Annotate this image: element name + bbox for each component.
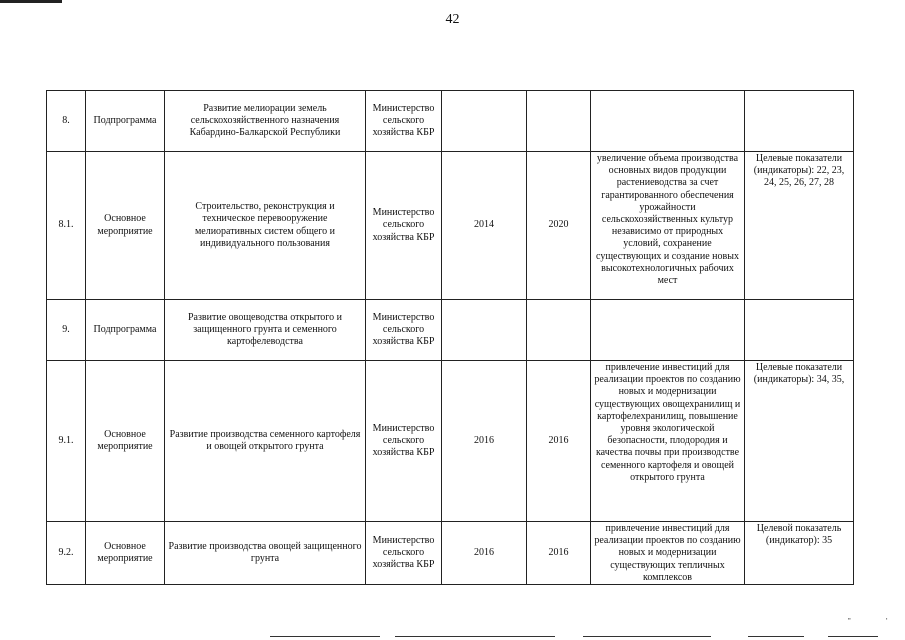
row-result — [591, 91, 745, 152]
row-end-year — [527, 300, 591, 361]
row-start-year: 2016 — [442, 522, 527, 585]
row-indicators — [745, 91, 854, 152]
footer-rule — [748, 636, 804, 637]
row-number: 9.2. — [47, 522, 86, 585]
row-result: привлечение инвестиций для реализации проектов по созданию новых и модернизации существующих тепличных комплексов — [591, 522, 745, 585]
row-end-year: 2016 — [527, 361, 591, 522]
row-number: 9. — [47, 300, 86, 361]
row-start-year: 2014 — [442, 152, 527, 300]
footer-rule — [270, 636, 380, 637]
page-number: 42 — [445, 12, 460, 27]
row-result: увеличение объема производства основных видов продукции растениеводства за счет гарантированного обеспечения урожайности сельскохозяйственных культур независимо от природных условий, сохранение существующих и создание новых высокотехнологичных рабочих мест — [591, 152, 745, 300]
row-type: Основное мероприятие — [86, 361, 165, 522]
row-indicators: Целевые показатели (индикаторы): 22, 23, 24, 25, 26, 27, 28 — [745, 152, 854, 300]
table-row — [47, 152, 854, 300]
row-number: 8. — [47, 91, 86, 152]
row-name: Развитие производства овощей защищенного грунта — [165, 522, 366, 585]
row-type: Подпрограмма — [86, 300, 165, 361]
scan-artifact — [0, 0, 62, 3]
row-name: Строительство, реконструкция и техническое перевооружение мелиоративных систем общего и индивидуального пользования — [165, 152, 366, 300]
table-row — [47, 522, 854, 585]
row-end-year: 2016 — [527, 522, 591, 585]
row-end-year: 2020 — [527, 152, 591, 300]
table-row — [47, 361, 854, 522]
row-name: Развитие овощеводства открытого и защищенного грунта и семенного картофелеводства — [165, 300, 366, 361]
row-name: Развитие производства семенного картофеля и овощей открытого грунта — [165, 361, 366, 522]
row-type: Основное мероприятие — [86, 152, 165, 300]
row-start-year: 2016 — [442, 361, 527, 522]
row-indicators — [745, 300, 854, 361]
row-indicators: Целевые показатели (индикаторы): 34, 35, — [745, 361, 854, 522]
table-row — [47, 300, 854, 361]
row-number: 8.1. — [47, 152, 86, 300]
footer-rule — [828, 636, 878, 637]
row-result — [591, 300, 745, 361]
row-number: 9.1. — [47, 361, 86, 522]
row-executor: Министерство сельского хозяйства КБР — [366, 300, 442, 361]
program-table — [46, 90, 854, 585]
row-name: Развитие мелиорации земель сельскохозяйственного назначения Кабардино-Балкарской Республики — [165, 91, 366, 152]
row-executor: Министерство сельского хозяйства КБР — [366, 522, 442, 585]
row-start-year — [442, 91, 527, 152]
table-row — [47, 91, 854, 152]
row-executor: Министерство сельского хозяйства КБР — [366, 361, 442, 522]
scan-artifact: ▪ — [886, 616, 888, 621]
footer-rule — [583, 636, 711, 637]
row-executor: Министерство сельского хозяйства КБР — [366, 152, 442, 300]
row-indicators: Целевой показатель (индикатор): 35 — [745, 522, 854, 585]
row-end-year — [527, 91, 591, 152]
row-type: Подпрограмма — [86, 91, 165, 152]
row-start-year — [442, 300, 527, 361]
footer-rule — [395, 636, 555, 637]
row-result: привлечение инвестиций для реализации проектов по созданию новых и модернизации существующих овощехранилищ и картофелехранилищ, повышение уровня экологической безопасности, плодородия и качества почвы при производстве семенного картофеля и овощей открытого грунта — [591, 361, 745, 522]
row-type: Основное мероприятие — [86, 522, 165, 585]
scan-artifact: ▪▪ — [848, 616, 851, 621]
row-executor: Министерство сельского хозяйства КБР — [366, 91, 442, 152]
